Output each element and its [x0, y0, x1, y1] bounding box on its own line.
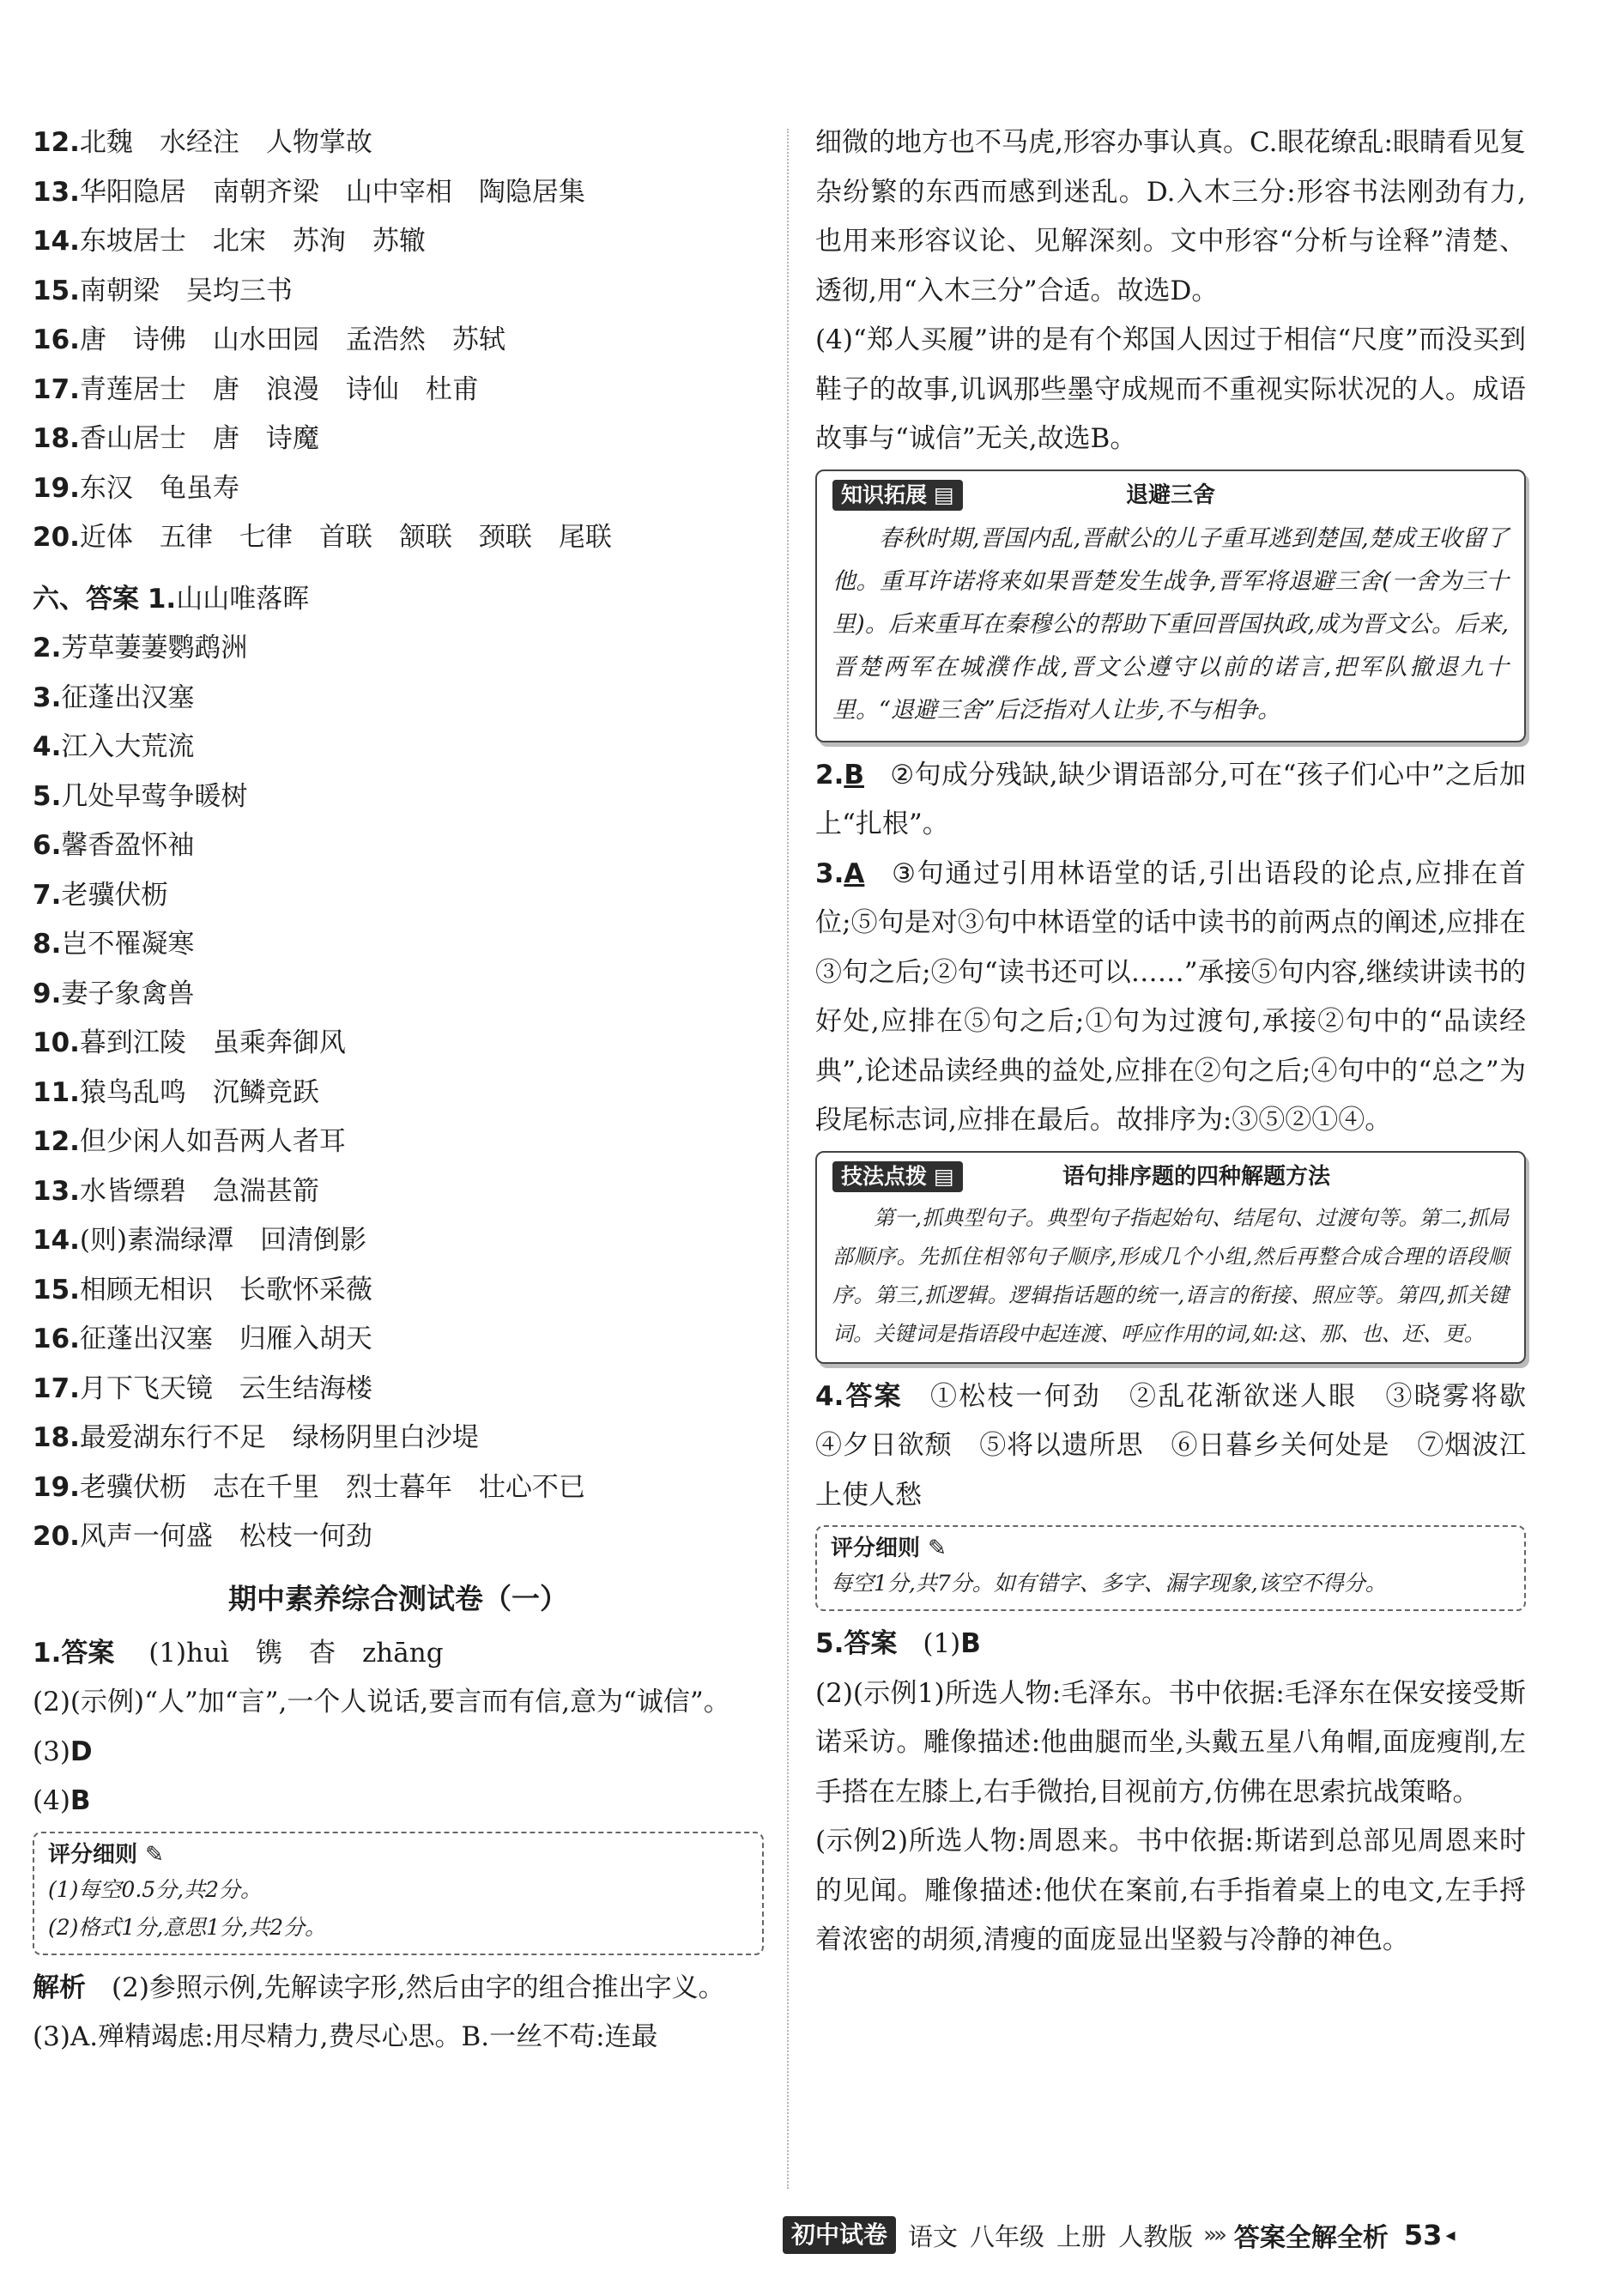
item-number: 20. [33, 522, 80, 553]
item-text: 相顾无相识 长歌怀采薇 [79, 1274, 372, 1306]
q1-number: 1. [33, 1637, 62, 1669]
list-item [33, 970, 764, 1020]
item-text: 妻子象禽兽 [61, 978, 195, 1009]
knowledge-extension-box [815, 469, 1526, 742]
q3-answer [815, 850, 1526, 1146]
q3-text: ③句通过引用林语堂的话,引出语段的论点,应排在首位;⑤句是对③句中林语堂的话中读书的前两点的阐述,应排在③句之后;②句“读书还可以……”承接⑤句内容,继续讲读书的好处,应排在⑤句之后;①句为过渡句,承接②句中的“品读经典”,论述品读经典的益处,应排在②句之后;④句中的“总之”为段尾标志词,应排在最后。故排序为:③⑤②①④。 [815, 857, 1526, 1136]
q5-answer-line [815, 1620, 1526, 1669]
item-number: 15. [33, 1274, 80, 1306]
item-text: 芳草萋萋鹦鹉洲 [61, 633, 248, 663]
q3-choice: A [844, 857, 865, 889]
answer-list-5 [33, 118, 764, 563]
item-number: 4. [33, 731, 62, 762]
footer-grade: 八年级 [970, 2221, 1045, 2251]
q1-part4-answer: B [70, 1785, 91, 1816]
list-item [33, 920, 764, 970]
q5-number: 5. [815, 1628, 844, 1659]
part-prefix: (1) [923, 1628, 961, 1659]
list-item [33, 1019, 764, 1069]
item-text: 征蓬出汉塞 归雁入胡天 [79, 1324, 372, 1354]
list-item [33, 1216, 764, 1266]
box-body: 第一,抓典型句子。典型句子指起始句、结尾句、过渡句等。第二,抓局部顺序。先抓住相邻句子顺序,形成几个小组,然后再整合成合理的语段顺序。第三,抓逻辑。逻辑指话题的统一,语言的衔接、照应等。第四,抓关键词。关键词是指语段中起连渡、呼应作用的词,如:这、那、也、还、更。 [832, 1205, 1509, 1346]
list-item [33, 674, 764, 724]
item-number: 7. [33, 879, 62, 911]
list-item [33, 1118, 764, 1167]
item-text: 东坡居士 北宋 苏洵 苏辙 [79, 226, 426, 257]
item-text: 山山唯落晖 [176, 583, 310, 615]
item-text: 青莲居士 唐 浪漫 诗仙 杜甫 [79, 373, 479, 405]
q1-part2: (2)(示例)“人”加“言”,一个人说话,要言而有信,意为“诚信”。 [33, 1687, 730, 1717]
tag-text: 知识拓展 [841, 482, 928, 507]
tag-text: 技法点拨 [841, 1163, 928, 1189]
item-text: 征蓬出汉塞 [61, 682, 195, 713]
item-number: 19. [33, 472, 80, 504]
list-item [33, 1414, 764, 1463]
section-6-label: 六、答案 [33, 583, 139, 615]
item-number: 13. [33, 1175, 80, 1207]
scoring-rules-title: 评分细则 [48, 1841, 138, 1868]
box-title: 语句排序题的四种解题方法 [1062, 1163, 1330, 1190]
item-text: 东汉 龟虽寿 [79, 472, 239, 504]
item-number: 12. [33, 1126, 80, 1157]
list-item [33, 821, 764, 871]
item-text: 馨香盈怀袖 [61, 830, 195, 861]
item-number: 14. [33, 226, 80, 257]
item-number: 6. [33, 830, 62, 861]
q5-example1: (2)(示例1)所选人物:毛泽东。书中依据:毛泽东在保安接受斯诺采访。雕像描述:他曲腿而坐,头戴五星八角帽,面庞瘦削,左手搭在左膝上,右手微抬,目视前方,仿佛在思索抗战策略。 [815, 1677, 1526, 1808]
item-text: 暮到江陵 虽乘奔御风 [79, 1027, 346, 1058]
q1-answer-line [33, 1629, 764, 1679]
item-text: 近体 五律 七律 首联 颔联 颈联 尾联 [79, 522, 612, 553]
item-text: 但少闲人如吾两人者耳 [79, 1126, 346, 1157]
q1-part4 [33, 1777, 764, 1827]
list-item [33, 1512, 764, 1562]
item-number: 18. [33, 423, 80, 454]
analysis-text: (2)参照示例,先解读字形,然后由字的组合推出字义。 [112, 1972, 725, 2003]
analysis-label: 解析 [33, 1972, 86, 2003]
list-item [33, 1365, 764, 1415]
technique-tips-box [815, 1151, 1526, 1364]
q5-part1-answer: B [960, 1628, 981, 1659]
scoring-rule: 每空1分,共7分。如有错字、多字、漏字现象,该空不得分。 [831, 1571, 1387, 1596]
left-column [33, 118, 764, 2063]
item-text: 唐 诗佛 山水田园 孟浩然 苏轼 [79, 324, 505, 355]
item-number: 16. [33, 1324, 80, 1354]
item-text: 香山居士 唐 诗魔 [79, 423, 319, 454]
q5-example2: (示例2)所选人物:周恩来。书中依据:斯诺到总部见周恩来时的见闻。雕像描述:他伏在案前,右手指着桌上的电文,左手捋着浓密的胡须,清瘦的面庞显出坚毅与冷静的神色。 [815, 1826, 1526, 1955]
list-item [33, 1266, 764, 1316]
box-header [832, 480, 1509, 518]
answer-label: 答案 [844, 1380, 903, 1412]
scoring-rules-title: 评分细则 [831, 1536, 921, 1561]
brand-badge: 初中试卷 [783, 2216, 896, 2254]
item-number: 18. [33, 1422, 80, 1453]
page-footer [783, 2214, 1538, 2256]
list-item [33, 1069, 764, 1118]
q4-answer [815, 1372, 1553, 1521]
item-number: 17. [33, 373, 80, 405]
q4-text: ①松枝一何劲 ②乱花渐欲迷人眼 ③晓雾将歇 ④夕日欲颓 ⑤将以遗所思 ⑥日暮乡关何处是 ⑦烟波江上使人愁 [815, 1380, 1553, 1511]
item-text: 最爱湖东行不足 绿杨阴里白沙堤 [79, 1422, 479, 1453]
list-item [33, 772, 764, 822]
item-text: 华阳隐居 南朝齐梁 山中宰相 陶隐居集 [79, 176, 585, 208]
analysis-continued: 细微的地方也不马虎,形容办事认真。C.眼花缭乱:眼睛看见复杂纷繁的东西而感到迷乱。D.入木三分:形容书法刚劲有力,也用来形容议论、见解深刻。文中形容“分析与诠释”清楚、透彻,用“入木三分”合适。故选D。 [815, 127, 1526, 306]
item-text: 老骥伏枥 [61, 879, 168, 911]
answer-label: 答案 [844, 1628, 898, 1659]
right-column [815, 118, 1553, 1966]
footer-title: 答案全解全析 [1233, 2223, 1389, 2253]
scoring-rules-box-1 [33, 1832, 764, 1955]
item-number: 1. [147, 583, 177, 615]
item-number: 12. [33, 127, 80, 158]
item-text: 月下飞天镜 云生结海楼 [79, 1372, 372, 1404]
list-item [33, 267, 764, 317]
q2-number: 2. [815, 759, 844, 791]
list-item [33, 513, 764, 563]
item-number: 17. [33, 1372, 80, 1404]
item-number: 20. [33, 1521, 80, 1552]
item-number: 3. [33, 682, 62, 713]
item-number: 2. [33, 633, 62, 663]
q1-part1: (1)huì 镌 杳 zhāng [148, 1637, 444, 1669]
list-item [33, 316, 764, 366]
item-number: 8. [33, 929, 62, 960]
list-item [33, 168, 764, 218]
leaf-icon: ✎ [145, 1841, 164, 1868]
box-title: 退避三舍 [1125, 482, 1215, 508]
q1-part3 [33, 1728, 764, 1778]
footer-volume: 上册 [1056, 2221, 1107, 2251]
section-6-first [33, 575, 764, 625]
item-text: 风声一何盛 松枝一何劲 [79, 1521, 372, 1552]
list-item [33, 118, 764, 168]
item-number: 15. [33, 275, 80, 306]
leaf-icon: ✎ [928, 1536, 947, 1561]
footer-subject: 语文 [908, 2221, 959, 2251]
list-item [33, 1463, 764, 1513]
list-item [33, 624, 764, 674]
item-text: 南朝梁 吴均三书 [79, 275, 293, 306]
page-number: 53 [1403, 2219, 1443, 2251]
q3-number: 3. [815, 857, 844, 889]
item-number: 16. [33, 324, 80, 355]
item-number: 14. [33, 1225, 80, 1256]
list-item [33, 723, 764, 772]
item-text: 几处早莺争暖树 [61, 780, 248, 812]
list-item [33, 415, 764, 464]
q2-choice: B [844, 759, 864, 791]
item-number: 10. [33, 1027, 80, 1058]
q1-part3-answer: D [70, 1736, 93, 1767]
list-item [33, 871, 764, 921]
part-prefix: (4) [33, 1785, 70, 1816]
list-item [33, 1315, 764, 1365]
item-number: 19. [33, 1471, 80, 1503]
q4-number: 4. [815, 1380, 844, 1412]
q1-analysis-3: (3)A.殚精竭虑:用尽精力,费尽心思。B.一丝不苟:连最 [33, 2021, 658, 2052]
list-item [33, 217, 764, 267]
item-text: 江入大荒流 [61, 731, 195, 762]
item-text: 老骥伏枥 志在千里 烈士暮年 壮心不已 [79, 1471, 585, 1503]
item-text: 水皆缥碧 急湍甚箭 [79, 1175, 319, 1207]
book-icon: ▤ [934, 1163, 954, 1189]
item-text: 猿鸟乱鸣 沉鳞竞跃 [79, 1076, 319, 1108]
item-text: 岂不罹凝寒 [61, 929, 195, 960]
list-item [33, 366, 764, 415]
analysis-part4: (4)“郑人买履”讲的是有个郑国人因过于相信“尺度”而没买到鞋子的故事,讥讽那些墨守成规而不重视实际状况的人。成语故事与“诚信”无关,故选B。 [815, 324, 1526, 454]
answer-label: 答案 [61, 1637, 115, 1669]
book-icon: ▤ [934, 482, 954, 507]
scoring-rule: (2)格式1分,意思1分,共2分。 [48, 1914, 327, 1940]
footer-edition: 人教版 [1118, 2221, 1194, 2251]
answer-list-6 [33, 624, 764, 1562]
exam-title: 期中素养综合测试卷（一） [228, 1581, 568, 1615]
list-item [33, 464, 764, 514]
item-number: 5. [33, 780, 62, 812]
double-chevron-icon: »» [1203, 2222, 1224, 2248]
scoring-rules-box-2 [815, 1525, 1526, 1611]
item-number: 11. [33, 1076, 80, 1108]
q1-analysis [33, 1964, 764, 2014]
item-text: 北魏 水经注 人物掌故 [79, 127, 372, 158]
box-header [832, 1161, 1509, 1199]
triangle-left-icon: ◂ [1445, 2224, 1456, 2246]
item-text: (则)素湍绿潭 回清倒影 [79, 1225, 367, 1256]
scoring-rules-header [831, 1532, 1510, 1565]
scoring-rule: (1)每空0.5分,共2分。 [48, 1876, 263, 1902]
part-prefix: (3) [33, 1736, 70, 1767]
scoring-rules-header [48, 1839, 748, 1871]
column-divider [787, 129, 789, 2189]
q2-answer [815, 751, 1526, 850]
list-item [33, 1167, 764, 1217]
q2-text: ②句成分残缺,缺少谓语部分,可在“孩子们心中”之后加上“扎根”。 [815, 759, 1526, 839]
item-number: 13. [33, 176, 80, 208]
box-body: 春秋时期,晋国内乱,晋献公的儿子重耳逃到楚国,楚成王收留了他。重耳许诺将来如果晋楚发生战争,晋军将退避三舍(一舍为三十里)。后来重耳在秦穆公的帮助下重回晋国执政,成为晋文公。后来,晋楚两军在城濮作战,晋文公遵守以前的诺言,把军队撤退九十里。“退避三舍”后泛指对人让步,不与相争。 [832, 524, 1509, 724]
item-number: 9. [33, 978, 62, 1009]
